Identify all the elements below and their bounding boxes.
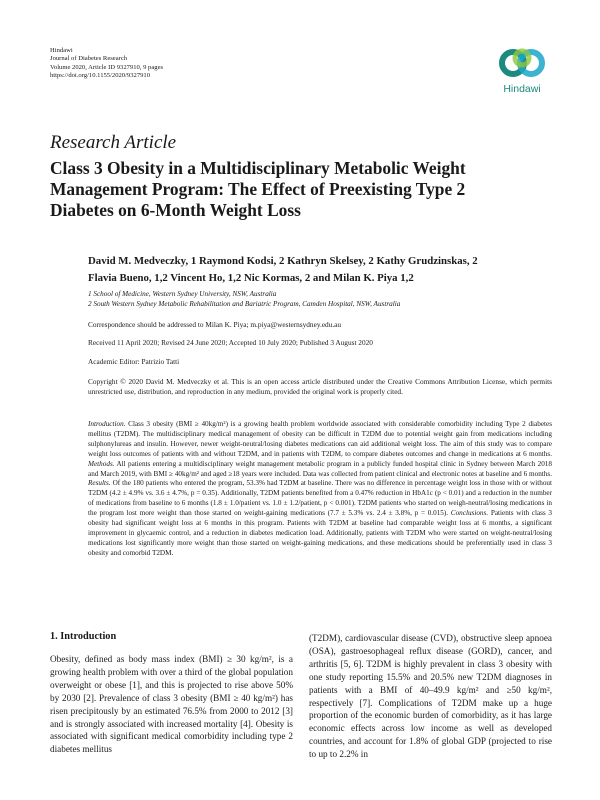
hindawi-logo-icon bbox=[498, 46, 546, 80]
abstract-results: Of the 180 patients who entered the program, 53.3% had T2DM at baseline. There was no difference in percentage weight loss in those with or without T2DM (4.2 ± 4.9% vs. 3.6 ± 4.7%, p = 0.35). Additionally, T2DM patients benefited from a 0.47% reduction in HbA1c (p < 0.01) and a reduction in the number of medications from baseline to 6 months (1.8 ± 1.0/patient vs. 1.0 ± 1.2/patient, p < 0.001). T2DM patients who started on weigh-neutral/losing medications in the program lost more weight than those started on weight-gaining medications (7.7 ± 5.3% vs. 2.4 ± 3.8%, p = 0.015). bbox=[88, 479, 553, 518]
section-heading: 1. Introduction bbox=[50, 631, 117, 642]
abstract-conclusions-label: Conclusions. bbox=[450, 509, 489, 518]
hindawi-logo bbox=[496, 46, 548, 95]
abstract-intro: Class 3 obesity (BMI ≥ 40kg/m²) is a growing health problem worldwide associated with considerable comorbidity including Type 2 diabetes mellitus (T2DM). The multidisciplinary medical management of obesity can be difficult in T2DM due to potential weight gain from medications including sulphonylureas and insulin. However, newer weight-neutral/losing diabetes medications can aid additional weight loss. The aim of this study was to compare weight loss outcomes of patients with and without T2DM, and in patients with T2DM, to compare diabetes outcomes and change in medications at 6 months. bbox=[88, 420, 553, 458]
copyright-notice: Copyright © 2020 David M. Medveczky et al. This is an open access article distributed under the Creative Commons Attribution License, which permits unrestricted use, distribution, and reproduction in any medium, provided the original work is properly cited. bbox=[88, 377, 552, 396]
author-list bbox=[88, 253, 558, 287]
affiliation-1: 1 School of Medicine, Western Sydney University, NSW, Australia bbox=[88, 290, 277, 298]
article-title: Class 3 Obesity in a Multidisciplinary Metabolic Weight Management Program: The Effect of Preexisting Type 2 Diabetes on 6-Month Weight Loss bbox=[50, 158, 466, 220]
logo-text: Hindawi bbox=[503, 83, 541, 95]
abstract-conclusions: Patients with class 3 obesity had significant weight loss at 6 months in this program. Patients with T2DM at baseline had comparable weight loss at 6 months, a significant improvement in glycaemic control, and a reduction in diabetes medication load. Additionally, patients with T2DM who were started on weight-neutral/losing medications lost significantly more weight than those started on weight-gaining medications, and these medications should be preferentially used in class 3 obesity and comorbid T2DM. bbox=[88, 509, 553, 557]
authors-line-2: Flavia Bueno, 1,2 Vincent Ho, 1,2 Nic Kormas, 2 and Milan K. Piya 1,2 bbox=[88, 272, 414, 284]
journal-header bbox=[50, 47, 163, 80]
academic-editor: Academic Editor: Patrizio Tatti bbox=[88, 357, 180, 366]
intro-column-right: (T2DM), cardiovascular disease (CVD), obstructive sleep apnoea (OSA), gastroesophageal reflux disease (GORD), cancer, and arthritis [5, 6]. T2DM is highly prevalent in class 3 obesity with one study reporting 15.5% and 20.5% new T2DM diagnoses in patients with a BMI of 40–49.9 kg/m² and ≥50 kg/m², respectively [7]. Complications of T2DM make up a huge proportion of the economic burden of comorbidity, as it has large economic effects across low income as well as developed countries, and account for 1.8% of global GDP (projected to rise to up to 2.2% in bbox=[309, 633, 552, 760]
abstract-methods-label: Methods. bbox=[88, 459, 115, 468]
affiliation-2: 2 South Western Sydney Metabolic Rehabilitation and Bariatric Program, Camden Hospital, NSW, Australia bbox=[88, 300, 401, 308]
correspondence: Correspondence should be addressed to Milan K. Piya; m.piya@westernsydney.edu.au bbox=[88, 320, 342, 329]
abstract-intro-label: Introduction. bbox=[88, 420, 126, 428]
authors-line-1: David M. Medveczky, 1 Raymond Kodsi, 2 Kathryn Skelsey, 2 Kathy Grudzinskas, 2 bbox=[88, 255, 478, 267]
intro-column-left: Obesity, defined as body mass index (BMI) ≥ 30 kg/m², is a growing health problem with over a third of the global population overweight or obese [1], and this is projected to rise above 50% by 2030 [2]. Prevalence of class 3 obesity (BMI ≥ 40 kg/m²) has risen precipitously by an estimated 76.5% from 2000 to 2012 [3] and is strongly associated with increased mortality [4]. Obesity is associated with significant medical comorbidity including type 2 diabetes mellitus bbox=[50, 654, 293, 755]
publication-dates: Received 11 April 2020; Revised 24 June 2020; Accepted 10 July 2020; Published 3 August 2020 bbox=[88, 338, 373, 347]
publisher-name: Hindawi bbox=[50, 47, 73, 54]
journal-name: Journal of Diabetes Research bbox=[50, 55, 128, 63]
doi-link[interactable]: https://doi.org/10.1155/2020/9327910 bbox=[50, 71, 151, 79]
abstract-results-label: Results. bbox=[88, 479, 111, 488]
volume-info: Volume 2020, Article ID 9327910, 9 pages bbox=[50, 63, 164, 71]
abstract-methods: All patients entering a multidisciplinary weight management metabolic program in a publicly funded hospital clinic in Sydney between March 2018 and March 2019, with BMI ≥ 40kg/m² and aged ≥18 years were included. Data was collected from patient clinical and electronic notes at baseline and 6 months. bbox=[88, 459, 552, 478]
article-type: Research Article bbox=[50, 132, 177, 153]
abstract bbox=[88, 420, 552, 559]
